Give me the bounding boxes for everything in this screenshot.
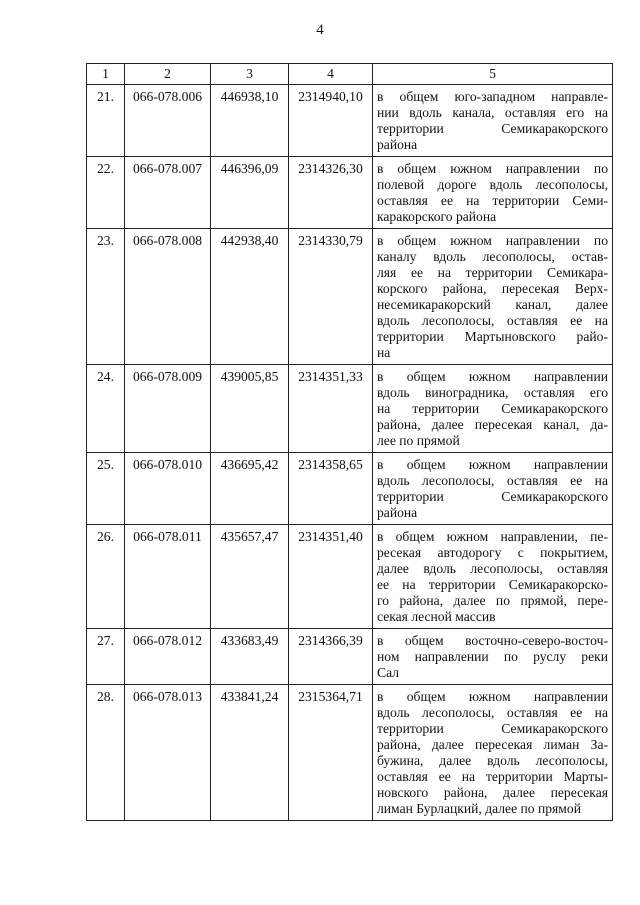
table-row [87, 629, 613, 685]
route-description: в общем южном направлении по каналу вдоль лесополосы, остав- ляя ее на территории Семикара- корского района, пересекая Верх- несемикаракорский канал, далее вдоль лесополосы, оставляя ее на территории Мартыновского райо- на [373, 229, 613, 365]
row-number: 21. [87, 85, 125, 157]
coordinate-x: 435657,47 [211, 525, 289, 629]
coordinate-y: 2314326,30 [289, 157, 373, 229]
table-row [87, 685, 613, 821]
row-number: 23. [87, 229, 125, 365]
coordinate-x: 439005,85 [211, 365, 289, 453]
table-header-row [87, 64, 613, 85]
table-row [87, 453, 613, 525]
point-code: 066-078.010 [125, 453, 211, 525]
coordinate-x: 446396,09 [211, 157, 289, 229]
row-number: 27. [87, 629, 125, 685]
coordinate-y: 2314330,79 [289, 229, 373, 365]
page-number: 4 [316, 22, 324, 38]
boundary-points-table [86, 63, 613, 821]
route-description: в общем юго-западном направле- нии вдоль канала, оставляя его на территории Семикаракорского района [373, 85, 613, 157]
coordinate-x: 446938,10 [211, 85, 289, 157]
point-code: 066-078.007 [125, 157, 211, 229]
table-row [87, 525, 613, 629]
coordinate-y: 2314940,10 [289, 85, 373, 157]
route-description: в общем южном направлении вдоль лесополосы, оставляя ее на территории Семикаракорского района [373, 453, 613, 525]
route-description: в общем южном направлении по полевой дороге вдоль лесополосы, оставляя ее на территории Семи- каракорского района [373, 157, 613, 229]
coordinate-x: 433841,24 [211, 685, 289, 821]
column-header-4: 4 [289, 64, 373, 85]
row-number: 24. [87, 365, 125, 453]
coordinate-x: 442938,40 [211, 229, 289, 365]
table-row [87, 157, 613, 229]
column-header-5: 5 [373, 64, 613, 85]
point-code: 066-078.006 [125, 85, 211, 157]
column-header-1: 1 [87, 64, 125, 85]
point-code: 066-078.013 [125, 685, 211, 821]
table-row [87, 365, 613, 453]
route-description: в общем южном направлении, пе- ресекая автодорогу с покрытием, далее вдоль лесополосы, оставляя ее на территории Семикаракорско- го района, далее по прямой, пере- секая лесной массив [373, 525, 613, 629]
coordinate-y: 2314358,65 [289, 453, 373, 525]
coordinate-x: 436695,42 [211, 453, 289, 525]
coordinate-x: 433683,49 [211, 629, 289, 685]
column-header-3: 3 [211, 64, 289, 85]
row-number: 26. [87, 525, 125, 629]
point-code: 066-078.009 [125, 365, 211, 453]
row-number: 28. [87, 685, 125, 821]
route-description: в общем южном направлении вдоль виноградника, оставляя его на территории Семикаракорского района, далее пересекая канал, да- лее по прямой [373, 365, 613, 453]
coordinate-y: 2314366,39 [289, 629, 373, 685]
column-header-2: 2 [125, 64, 211, 85]
point-code: 066-078.012 [125, 629, 211, 685]
coordinate-y: 2314351,40 [289, 525, 373, 629]
row-number: 25. [87, 453, 125, 525]
row-number: 22. [87, 157, 125, 229]
point-code: 066-078.011 [125, 525, 211, 629]
point-code: 066-078.008 [125, 229, 211, 365]
table-row [87, 85, 613, 157]
table-row [87, 229, 613, 365]
coordinate-y: 2314351,33 [289, 365, 373, 453]
route-description: в общем южном направлении вдоль лесополосы, оставляя ее на территории Семикаракорского района, далее пересекая лиман За- бужина, далее вдоль лесополосы, оставляя ее на территории Марты- новского района, далее пересекая лиман Бурлацкий, далее по прямой [373, 685, 613, 821]
route-description: в общем восточно-северо-восточ- ном направлении по руслу реки Сал [373, 629, 613, 685]
coordinate-y: 2315364,71 [289, 685, 373, 821]
